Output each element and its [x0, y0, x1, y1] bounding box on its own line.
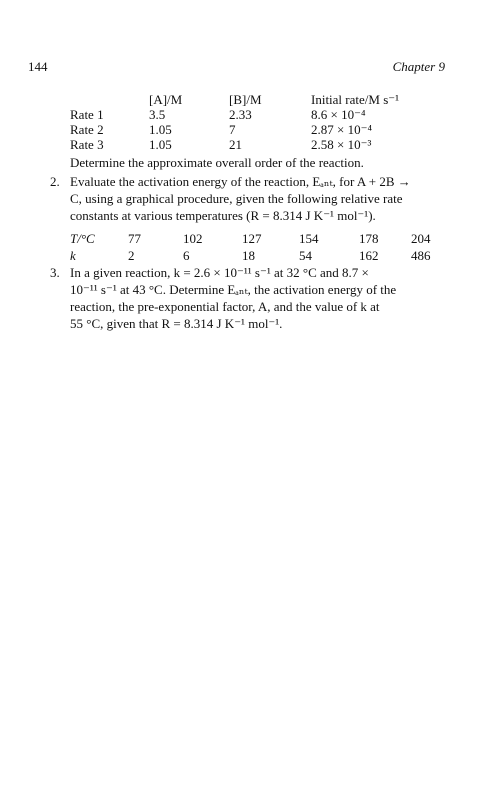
- table-cell: 18: [242, 248, 255, 263]
- table-cell: 2.33: [229, 107, 252, 122]
- question-text: [70, 174, 445, 225]
- question-text: [70, 265, 445, 333]
- table-cell: 8.6 × 10⁻⁴: [311, 107, 366, 122]
- table-cell: 154: [299, 231, 319, 246]
- table-cell: 21: [229, 137, 242, 152]
- temperature-table: [70, 231, 450, 265]
- text-line: Evaluate the activation energy of the reaction, Eₐₙₜ, for A + 2B →: [70, 174, 411, 189]
- table-row: [70, 137, 450, 152]
- table-cell: 178: [359, 231, 379, 246]
- row-label: Rate 1: [70, 107, 104, 122]
- table-cell: 77: [128, 231, 141, 246]
- chapter-title: Chapter 9: [392, 59, 445, 74]
- header-cell: Initial rate/M s⁻¹: [311, 92, 400, 107]
- row-label: Rate 2: [70, 122, 104, 137]
- table-cell: 54: [299, 248, 312, 263]
- table-cell: 1.05: [149, 122, 172, 137]
- question-number: 2.: [50, 174, 60, 189]
- rate-table-header: [70, 92, 450, 107]
- table-cell: 486: [411, 248, 431, 263]
- header-cell: [B]/M: [229, 92, 262, 107]
- page-header: [28, 59, 445, 75]
- table-cell: 6: [183, 248, 190, 263]
- table-cell: 2.58 × 10⁻³: [311, 137, 372, 152]
- text-line: constants at various temperatures (R = 8.314 J K⁻¹ mol⁻¹).: [70, 208, 376, 223]
- text-line: 55 °C, given that R = 8.314 J K⁻¹ mol⁻¹.: [70, 316, 283, 331]
- table-cell: 7: [229, 122, 236, 137]
- text-line: reaction, the pre-exponential factor, A, and the value of k at: [70, 299, 380, 314]
- table-row: [70, 248, 450, 265]
- table-cell: 2: [128, 248, 135, 263]
- table-cell: 102: [183, 231, 203, 246]
- text-line: C, using a graphical procedure, given the following relative rate: [70, 191, 403, 206]
- text-line: In a given reaction, k = 2.6 × 10⁻¹¹ s⁻¹ at 32 °C and 8.7 ×: [70, 265, 369, 280]
- row-label: Rate 3: [70, 137, 104, 152]
- table-cell: 1.05: [149, 137, 172, 152]
- q1-conclusion: Determine the approximate overall order of the reaction.: [70, 155, 364, 170]
- table-cell: 162: [359, 248, 379, 263]
- table-cell: 2.87 × 10⁻⁴: [311, 122, 372, 137]
- text-line: 10⁻¹¹ s⁻¹ at 43 °C. Determine Eₐₙₜ, the activation energy of the: [70, 282, 397, 297]
- table-row: [70, 107, 450, 122]
- table-cell: 127: [242, 231, 262, 246]
- table-cell: 3.5: [149, 107, 166, 122]
- table-cell: 204: [411, 231, 431, 246]
- row-label: T/°C: [70, 231, 95, 246]
- row-label: k: [70, 248, 76, 263]
- rate-table: [70, 92, 450, 152]
- table-row: [70, 122, 450, 137]
- table-row: [70, 231, 450, 248]
- question-number: 3.: [50, 265, 60, 280]
- header-cell: [A]/M: [149, 92, 183, 107]
- page-number: 144: [28, 59, 48, 74]
